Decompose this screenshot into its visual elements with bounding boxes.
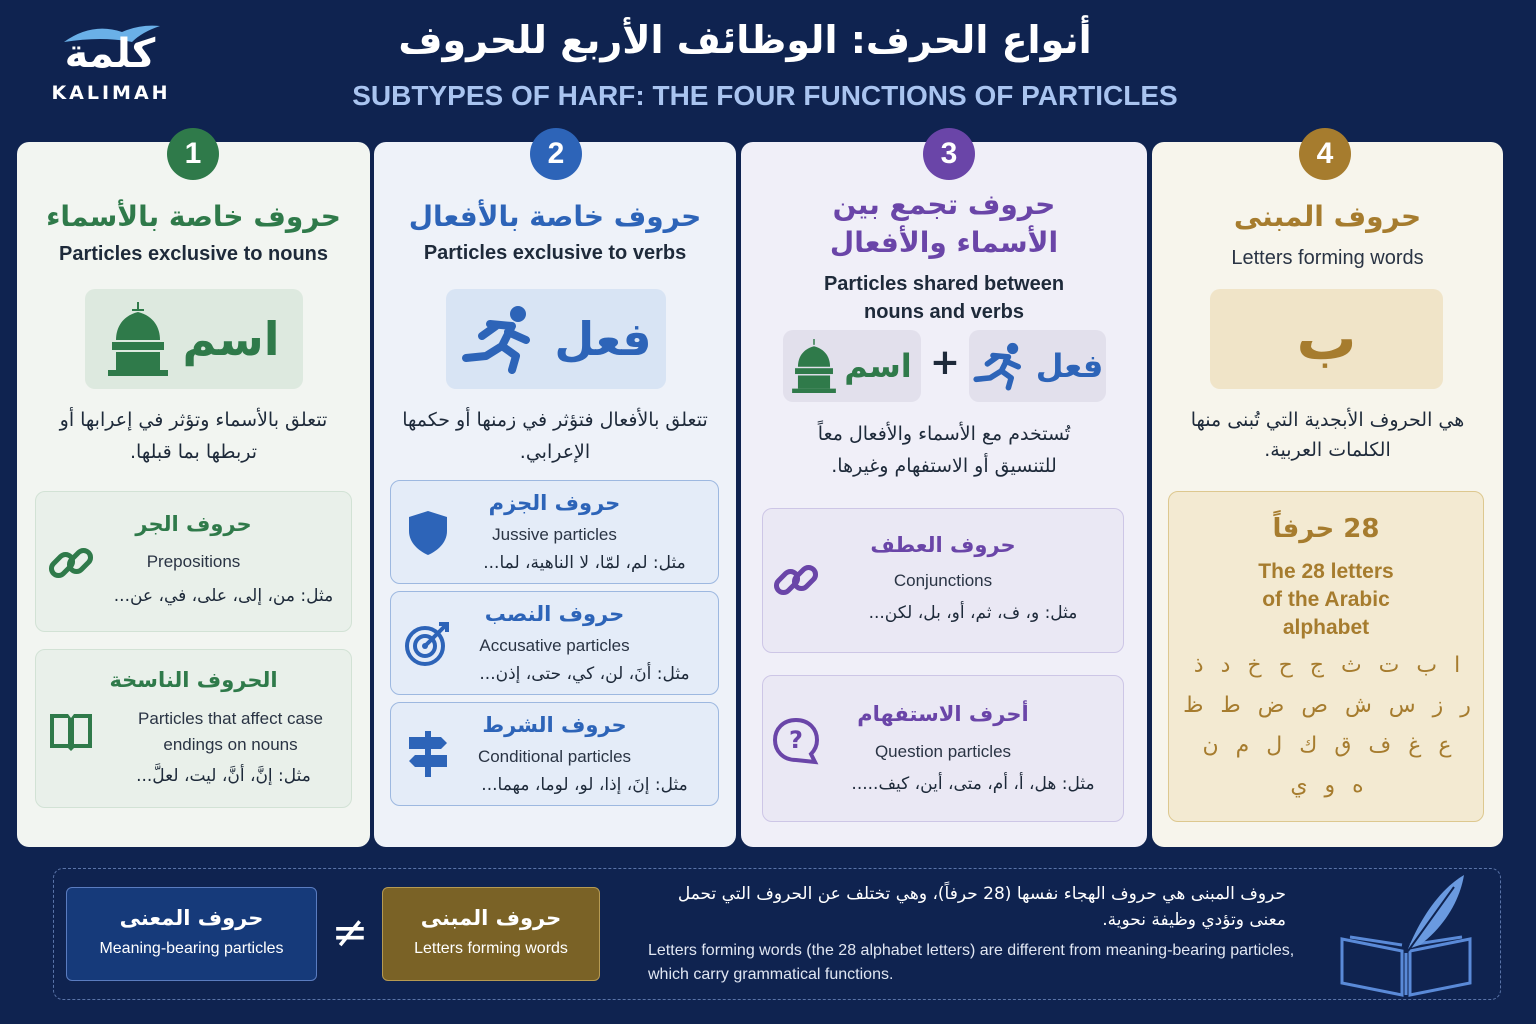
subtype-nawasikh (35, 649, 352, 808)
alphabet-row-2: ر ز س ش ص ض ط ظ (1183, 693, 1471, 718)
card-description-line1: هي الحروف الأبجدية التي تُبنى منها (1190, 409, 1465, 431)
subtype-title-en: Accusative particles (479, 636, 630, 655)
subtype-title-en: Jussive particles (492, 525, 617, 544)
footer-note-ar: حروف المبنى هي حروف الهجاء نفسها (28 حرفاً)، وهي تختلف عن الحروف التي تحمل معنى وتؤدي وظيفة نحوية. (677, 884, 1286, 930)
plus-sign: + (929, 342, 961, 383)
alphabet-box (1168, 491, 1484, 822)
card-title-ar: حروف خاصة بالأسماء (46, 200, 341, 233)
card-description-line2: للتنسيق أو الاستفهام وغيرها. (831, 455, 1057, 477)
card-title-en: Particles exclusive to verbs (423, 242, 687, 264)
mosque-icon (108, 302, 168, 376)
target-icon (403, 618, 453, 668)
meaning-particles-ar: حروف المعنى (119, 906, 264, 930)
subtype-accusative (390, 591, 719, 695)
subtype-prepositions (35, 491, 352, 632)
book-quill-icon (1336, 869, 1476, 999)
question-bubble-icon (771, 716, 821, 766)
verb-word-box (446, 289, 666, 389)
card-description-line2: الكلمات العربية. (1264, 439, 1391, 461)
brand-name-en: KALIMAH (51, 82, 171, 104)
subtype-title-ar: حروف النصب (484, 602, 625, 626)
subtype-examples: مثل: هل، أ، أم، متى، أين، كيف..... (851, 774, 1095, 794)
page-title-ar: أنواع الحرف: الوظائف الأربع للحروف (398, 18, 1092, 62)
noun-word: اسم (844, 347, 912, 385)
subtype-title-ar: حروف العطف (870, 533, 1016, 557)
card-title-ar-line2: الأسماء والأفعال (829, 226, 1059, 259)
subtype-question (762, 675, 1124, 822)
card-number: 2 (530, 128, 582, 180)
alphabet-row-1: ا ب ت ث ج ح خ د ذ (1193, 653, 1461, 678)
alphabet-row-3: ع غ ف ق ك ل م ن (1202, 733, 1452, 758)
subtype-examples: مثل: إنَّ، أنَّ، ليت، لعلَّ... (136, 766, 311, 786)
subtype-title-en: Particles that affect case endings on nouns (138, 709, 323, 754)
subtype-title-ar: الحروف الناسخة (109, 668, 278, 692)
subtype-examples: مثل: أنَ، لن، كي، حتى، إذن... (479, 664, 690, 684)
card-title-ar: حروف خاصة بالأفعال (408, 200, 702, 233)
card-title-en: Letters forming words (1231, 247, 1424, 269)
footer-note-en: Letters forming words (the 28 alphabet letters) are different from meaning-bearing particles, which carry grammatical functions. (648, 942, 1295, 983)
subtype-examples: مثل: لم، لمّا، لا الناهية، لما... (483, 553, 686, 573)
subtype-title-ar: حروف الشرط (482, 713, 627, 737)
subtype-jussive (390, 480, 719, 584)
chain-link-icon (771, 555, 821, 605)
noun-word-box (783, 330, 921, 402)
shield-icon (403, 507, 453, 557)
card-number: 3 (923, 128, 975, 180)
subtype-title-en: Conjunctions (893, 571, 993, 590)
letter-box (1210, 289, 1443, 389)
word-letters-box (382, 887, 600, 981)
brand-logo (40, 28, 190, 108)
card-title-en: Particles exclusive to nouns (59, 243, 328, 265)
card-description: تتعلق بالأفعال فتؤثر في زمنها أو حكمها الإعرابي. (402, 409, 708, 463)
open-book-icon (46, 706, 96, 756)
subtype-title-en: Question particles (874, 742, 1012, 761)
footer-note (53, 868, 1501, 1000)
letter-count-en-line1: The 28 letters (1258, 560, 1394, 583)
letter-count-ar: 28 حرفاً (1272, 514, 1380, 544)
subtype-title-ar: حروف الجزم (488, 491, 621, 515)
subtype-examples: مثل: من، إلى، على، في، عن... (113, 586, 334, 606)
card-description: تتعلق بالأسماء وتؤثر في إعرابها أو تربطها بما قبلها. (59, 409, 328, 463)
card-description-line1: تُستخدم مع الأسماء والأفعال معاً (817, 423, 1071, 445)
chain-link-icon (46, 538, 96, 588)
card-title-en-line1: Particles shared between (823, 273, 1065, 295)
subtype-title-en: Prepositions (146, 552, 241, 571)
subtype-title-ar: حروف الجر (135, 512, 252, 536)
card-nouns (17, 137, 370, 847)
verb-word-box (969, 330, 1106, 402)
subtype-title-en: Conditional particles (477, 747, 632, 766)
subtype-examples: مثل: إنَ، إذا، لو، لوما، مهما... (481, 775, 688, 795)
word-letters-en: Letters forming words (414, 940, 568, 957)
subtype-examples: مثل: و، ف، ثم، أو، بل، لكن... (868, 603, 1078, 623)
noun-word-box (85, 289, 303, 389)
svg-text:?: ? (789, 726, 803, 754)
subtype-conjunctions (762, 508, 1124, 653)
word-letters-ar: حروف المبنى (420, 906, 562, 930)
meaning-particles-en: Meaning-bearing particles (99, 940, 284, 957)
alphabet-row-4: ه و ي (1290, 773, 1364, 798)
noun-word: اسم (182, 312, 280, 366)
letter-count-en-line3: alphabet (1282, 616, 1370, 639)
mosque-icon (792, 339, 836, 393)
card-verbs (374, 137, 736, 847)
card-title-ar-line1: حروف تجمع بين (832, 188, 1056, 221)
subtype-conditional (390, 702, 719, 806)
meaning-particles-box (66, 887, 317, 981)
card-title-ar: حروف المبنى (1233, 200, 1422, 233)
card-shared (741, 137, 1147, 847)
running-person-icon (972, 341, 1028, 391)
subtype-title-ar: أحرف الاستفهام (857, 702, 1029, 726)
running-person-icon (460, 304, 540, 374)
card-letters (1152, 137, 1503, 847)
letter-count-en-line2: of the Arabic (1262, 588, 1390, 611)
brand-name-ar: كلمة (64, 31, 156, 77)
card-number: 1 (167, 128, 219, 180)
verb-word: فعل (554, 312, 652, 366)
not-equal-sign: ≠ (331, 907, 369, 958)
page-title-en: SUBTYPES OF HARF: THE FOUR FUNCTIONS OF PARTICLES (352, 80, 1178, 111)
card-title-en-line2: nouns and verbs (863, 301, 1025, 323)
signpost-icon (403, 729, 453, 779)
card-number: 4 (1299, 128, 1351, 180)
letter-ba: ب (1296, 304, 1357, 374)
verb-word: فعل (1035, 347, 1104, 385)
